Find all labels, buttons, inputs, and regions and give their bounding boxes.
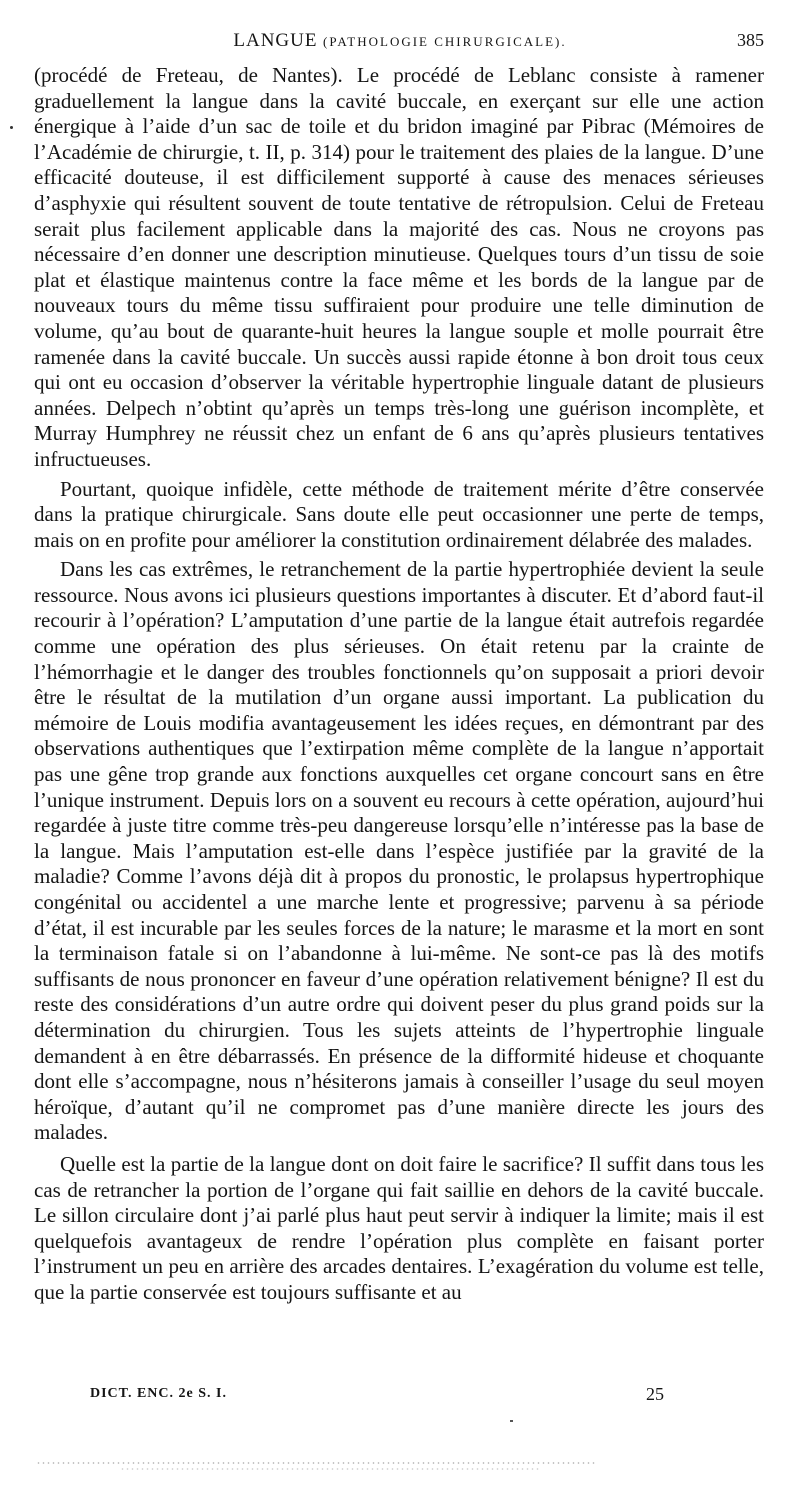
paragraph-1: (procédé de Freteau, de Nantes). Le procédé de Leblanc consiste à ramener graduellement la langue dans la cavité buccale, en exerçant sur elle une action énergique à l’aide d’un sac de toile et du bridon imaginé par Pibrac (Mémoires de l’Académie de chirurgie, t. II, p. 314) pour le traitement des plaies de la langue. D’une efficacité douteuse, il est difficilement supporté à cause des menaces sérieuses d’asphyxie qui résultent souvent de toute tentative de rétropulsion. Celui de Freteau serait plus facilement applicable dans la majorité des cas. Nous ne croyons pas nécessaire d’en donner une description minutieuse. Quelques tours d’un tissu de soie plat et élastique maintenus contre la face même et les bords de la langue par de nouveaux tours du même tissu suffiraient pour produire une telle diminution de volume, qu’au bout de quarante-huit heures la langue souple et molle pourrait être ramenée dans la cavité buccale. Un succès aussi rapide étonne à bon droit tous ceux qui ont eu occasion d’observer la véritable hypertrophie linguale datant de plusieurs années. Delpech n’obtint qu’après un temps très-long une guérison incomplète, et Murray Humphrey ne réussit chez un enfant de 6 ans qu’après plusieurs tentatives infructueuses. xyxy=(34,63,764,471)
scan-artifact-dots-secondary xyxy=(120,1467,540,1471)
scan-speck xyxy=(10,126,13,129)
paragraph-2: Pourtant, quoique infidèle, cette méthode de traitement mérite d’être conservée dans la pratique chirurgicale. Sans doute elle peut occasionner une perte de temps, mais on en profite pour améliorer la constitution ordinairement délabrée des malades. xyxy=(34,476,764,552)
scan-mark xyxy=(510,1420,513,1422)
running-head-title: LANGUE xyxy=(233,30,318,51)
body-text xyxy=(34,63,764,1306)
paragraph-4: Quelle est la partie de la langue dont on doit faire le sacrifice? Il suffit dans tous les cas de retrancher la portion de l’organe qui fait saillie en dehors de la cavité buccale. Le sillon circulaire dont j’ai parlé plus haut peut servir à indiquer la limite; mais il est quelquefois avantageux de rendre l’opération plus complète en faisant porter l’instrument un peu en arrière des arcades dentaires. L’exagération du volume est telle, que la partie conservée est toujours suffisante et au xyxy=(34,1151,764,1304)
scan-artifact-dots xyxy=(36,1461,596,1465)
paragraph-3: Dans les cas extrêmes, le retranchement de la partie hypertrophiée devient la seule ressource. Nous avons ici plusieurs questions importantes à discuter. Et d’abord faut-il recourir à l’opération? L’amputation d’une partie de la langue était autrefois regardée comme une opération des plus sérieuses. On était retenu par la crainte de l’hémorrhagie et le danger des troubles fonctionnels qu’on supposait a priori devoir être le résultat de la mutilation d’un organe aussi important. La publication du mémoire de Louis modifia avantageusement les idées reçues, en démontrant par des observations authentiques que l’extirpation même complète de la langue n’apportait pas une gêne trop grande aux fonctions auxquelles cet organe concourt sans en être l’unique instrument. Depuis lors on a souvent eu recours à cette opération, aujourd’hui regardée à juste titre comme très-peu dangereuse lorsqu’elle n’intéresse pas la base de la langue. Mais l’amputation est-elle dans l’espèce justifiée par la gravité de la maladie? Comme l’avons déjà dit à propos du pronostic, le prolapsus hypertrophique congénital ou accidentel a une marche lente et progressive; parvenu à sa période d’état, il est incurable par les seules forces de la nature; le marasme et la mort en sont la terminaison fatale si on l’abandonne à lui-même. Ne sont-ce pas là des motifs suffisants de nous prononcer en faveur d’une opération relativement bénigne? Il est du reste des considérations d’un autre ordre qui doivent peser du plus grand poids sur la détermination du chirurgien. Tous les sujets atteints de l’hypertrophie linguale demandent à en être débarrassés. En présence de la difformité hideuse et choquante dont elle s’accompagne, nous n’hésiterons jamais à conseiller l’usage du seul moyen héroïque, d’autant qu’il ne compromet pas d’une manière directe les jours des malades. xyxy=(34,557,764,1145)
running-head-subtitle: (PATHOLOGIE CHIRURGICALE). xyxy=(322,34,567,49)
printer-signature: DICT. ENC. 2e S. I. xyxy=(90,1386,227,1401)
signature-number: 25 xyxy=(646,1384,664,1404)
page-footer xyxy=(90,1386,764,1410)
page-number: 385 xyxy=(737,30,764,50)
running-head xyxy=(36,30,764,52)
page-header xyxy=(36,30,764,60)
